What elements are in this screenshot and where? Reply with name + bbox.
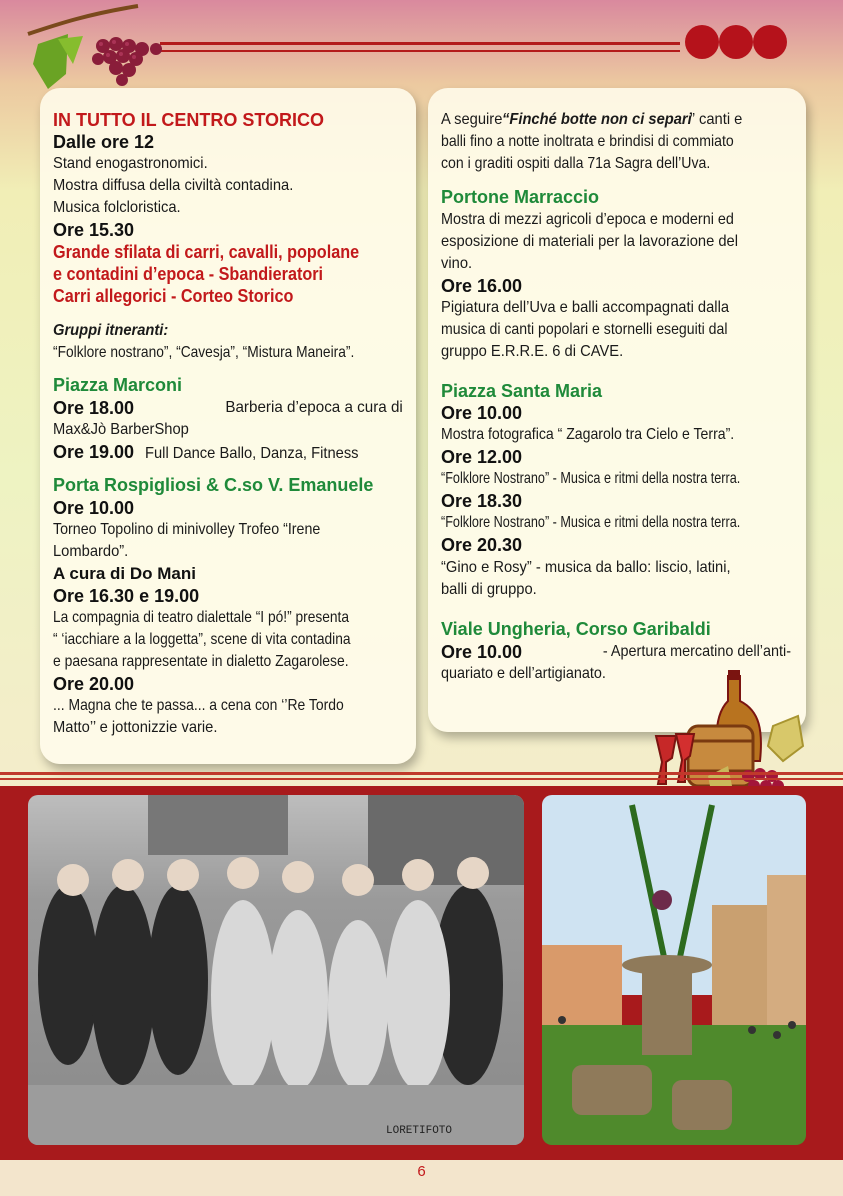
divider-line (0, 772, 843, 775)
event-text: A seguire (441, 111, 503, 128)
time-heading: Ore 15.30 (53, 220, 135, 240)
subheading-gruppi: Gruppi itneranti: (53, 322, 169, 339)
wine-bottle-barrel-icon (648, 666, 808, 806)
event-text: Mostra fotografica “ Zagarolo tra Cielo e Terra”. (441, 426, 735, 443)
time-heading: Ore 16.00 (441, 276, 523, 296)
event-text: ... Magna che te passa... a cena con ‘’Re Tordo (53, 697, 344, 714)
event-text: Mostra diffusa della civiltà contadina. (53, 177, 294, 194)
event-text: Musica folcloristica. (53, 199, 181, 216)
event-text: “Gino e Rosy” - musica da ballo: liscio, latini, (441, 559, 731, 576)
event-text: Mostra di mezzi agricoli d’epoca e moderni ed (441, 211, 734, 228)
event-text: “Folklore nostrano”, “Cavesja”, “Mistura Maneira”. (53, 344, 355, 361)
event-text: Full Dance Ballo, Danza, Fitness (144, 445, 359, 462)
event-text: Torneo Topolino di minivolley Trofeo “Irene (53, 521, 321, 538)
section-heading-porta-rospigliosi: Porta Rospigliosi & C.so V. Emanuele (53, 475, 374, 495)
event-text: Pigiatura dell’Uva e balli accompagnati dalla (441, 299, 730, 316)
event-text: gruppo E.R.R.E. 6 di CAVE. (441, 343, 624, 360)
event-text: e paesana rappresentate in dialetto Zagarolese. (53, 653, 349, 670)
event-text: Barberia d’epoca a cura di (225, 399, 403, 416)
highlight-text: Carri allegorici - Corteo Storico (53, 286, 294, 306)
event-text: Stand enogastronomici. (53, 155, 208, 172)
event-text: “Folklore Nostrano” - Musica e ritmi della nostra terra. (441, 470, 741, 487)
event-line (441, 109, 747, 131)
section-heading-portone-marraccio: Portone Marraccio (441, 187, 600, 207)
time-heading: Ore 10.00 (441, 403, 523, 423)
event-text: Max&Jò BarberShop (53, 421, 189, 438)
event-text: ” canti e (689, 111, 743, 128)
event-text: balli fino a notte inoltrata e brindisi di commiato (441, 133, 734, 150)
section-heading-viale-ungheria: Viale Ungheria, Corso Garibaldi (441, 619, 711, 639)
time-heading: Ore 20.00 (53, 674, 135, 694)
event-line (441, 641, 791, 665)
photo-watermark: LORETIFOTO (386, 1125, 453, 1137)
event-text: “Folklore Nostrano” - Musica e ritmi della nostra terra. (441, 514, 741, 531)
highlight-text: e contadini d’epoca - Sbandieratori (53, 264, 324, 284)
event-text: vino. (441, 255, 473, 272)
historic-group-photo (28, 795, 524, 1145)
event-text: - Apertura mercatino dell’anti- (602, 643, 791, 660)
time-heading: Ore 16.30 e 19.00 (53, 586, 200, 606)
header-rule (160, 42, 680, 45)
highlight-text: Grande sfilata di carri, cavalli, popolane (53, 242, 360, 262)
event-line (53, 397, 403, 421)
time-heading: Dalle ore 12 (53, 132, 155, 152)
page-number: 6 (417, 1163, 426, 1180)
section-heading-piazza-marconi: Piazza Marconi (53, 375, 183, 395)
time-label: Ore 19.00 (53, 442, 135, 462)
event-text: quariato e dell’artigianato. (441, 665, 606, 682)
header-rule-thin (160, 50, 680, 52)
event-text: La compagnia di teatro dialettale “I pó!” presenta (53, 609, 350, 626)
event-text: musica di canti popolari e stornelli eseguiti dal (441, 321, 728, 338)
time-heading: Ore 10.00 (53, 498, 135, 518)
heart-ornaments-icon (684, 22, 794, 62)
time-label: Ore 18.00 (53, 398, 135, 418)
time-heading: Ore 18.30 (441, 491, 523, 511)
organizer-heading: A cura di Do Mani (53, 564, 196, 583)
event-text: Matto’’ e jottonizzie varie. (53, 719, 218, 736)
event-line (53, 441, 377, 465)
event-text: balli di gruppo. (441, 581, 537, 598)
section-heading-centro-storico: IN TUTTO IL CENTRO STORICO (53, 110, 325, 130)
time-label: Ore 10.00 (441, 642, 523, 662)
fountain-square-photo (542, 795, 806, 1145)
divider-line (0, 778, 843, 780)
event-title-italic: “Finché botte non ci separi (501, 111, 692, 128)
time-heading: Ore 12.00 (441, 447, 523, 467)
event-text: “ ‘iacchiare a la loggetta”, scene di vita contadina (53, 631, 351, 648)
event-text: esposizione di materiali per la lavorazione del (441, 233, 739, 250)
time-heading: Ore 20.30 (441, 535, 523, 555)
grape-bunch-icon (18, 4, 168, 94)
event-text: Lombardo”. (53, 543, 129, 560)
section-heading-piazza-santa-maria: Piazza Santa Maria (441, 381, 603, 401)
event-text: con i graditi ospiti dalla 71a Sagra dell’Uva. (441, 155, 711, 172)
